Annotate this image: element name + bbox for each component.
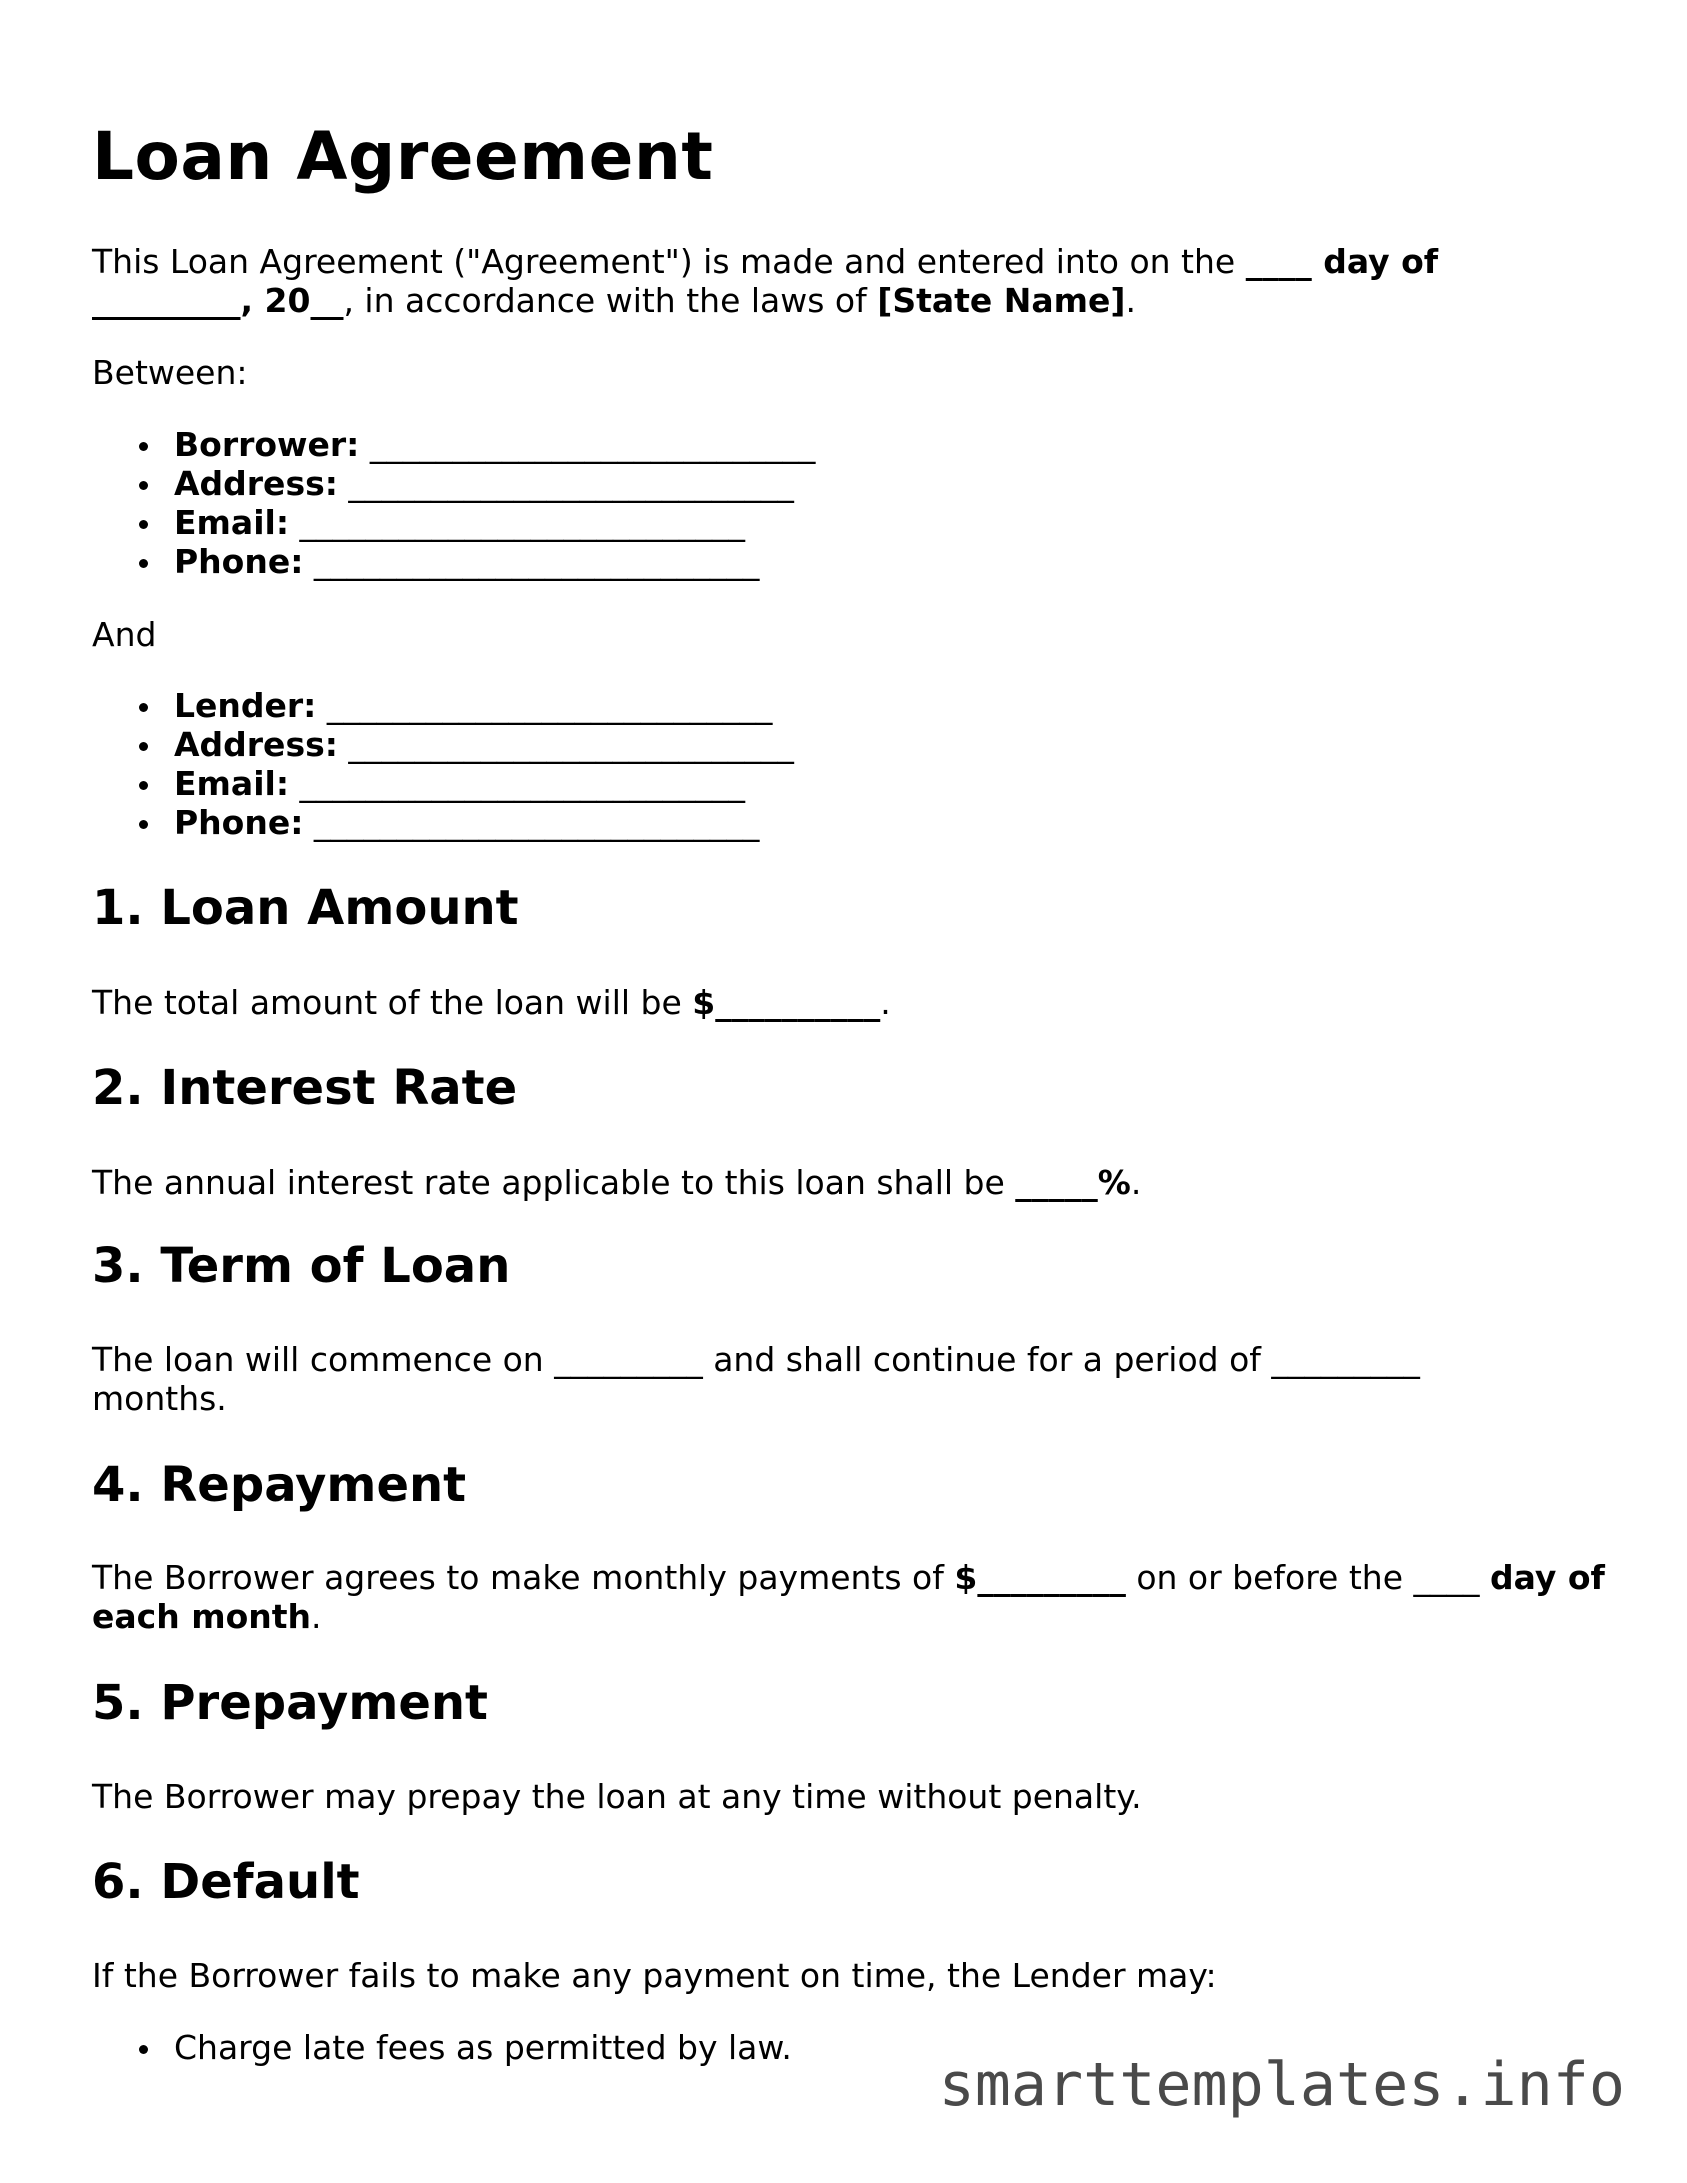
- borrower-field-item: Address: ___________________________: [92, 464, 815, 503]
- section-heading-default: 6. Default: [92, 1854, 360, 1910]
- intro-state-name: [State Name]: [877, 281, 1126, 320]
- borrower-phone-blank: ___________________________: [313, 542, 760, 581]
- loan-amount-paragraph: The total amount of the loan will be $__________.: [92, 983, 891, 1022]
- monthly-payment-blank: $_________: [954, 1558, 1126, 1597]
- between-label: Between:: [92, 353, 248, 392]
- default-remedies-list: [92, 2028, 792, 2067]
- document-title: Loan Agreement: [92, 118, 714, 195]
- interest-rate-blank: _____%: [1015, 1163, 1131, 1202]
- lender-name-blank: ___________________________: [326, 686, 773, 725]
- and-label: And: [92, 615, 157, 654]
- borrower-address-blank: ___________________________: [348, 464, 794, 503]
- lender-field-list: [92, 686, 794, 842]
- interest-rate-paragraph: The annual interest rate applicable to this loan shall be _____%.: [92, 1163, 1142, 1202]
- lender-field-item: Email: ___________________________: [92, 764, 794, 803]
- section-heading-term-of-loan: 3. Term of Loan: [92, 1238, 511, 1294]
- borrower-field-item: Email: ___________________________: [92, 503, 815, 542]
- section-heading-repayment: 4. Repayment: [92, 1457, 467, 1513]
- watermark-text: smarttemplates.info: [938, 2050, 1625, 2120]
- borrower-field-item: Borrower: ___________________________: [92, 425, 815, 464]
- borrower-field-list: [92, 425, 815, 581]
- intro-paragraph: [92, 242, 1482, 320]
- prepayment-paragraph: The Borrower may prepay the loan at any time without penalty.: [92, 1777, 1142, 1816]
- borrower-field-item: Phone: ___________________________: [92, 542, 815, 581]
- intro-text-1: This Loan Agreement ("Agreement") is made and entered into on the: [92, 242, 1246, 281]
- lender-address-blank: ___________________________: [348, 725, 794, 764]
- lender-email-blank: ___________________________: [299, 764, 746, 803]
- section-heading-prepayment: 5. Prepayment: [92, 1675, 488, 1731]
- section-heading-loan-amount: 1. Loan Amount: [92, 880, 519, 936]
- intro-day-blank: ____ day of: [1245, 242, 1439, 281]
- lender-field-item: Address: ___________________________: [92, 725, 794, 764]
- loan-amount-blank: $__________: [692, 983, 881, 1022]
- payment-day-text: day of each month: [92, 1558, 1605, 1636]
- repayment-paragraph: The Borrower agrees to make monthly payments of $_________ on or before the ____ day of each month.: [92, 1558, 1605, 1636]
- lender-field-item: Phone: ___________________________: [92, 803, 794, 842]
- borrower-email-blank: ___________________________: [299, 503, 746, 542]
- section-heading-interest-rate: 2. Interest Rate: [92, 1060, 518, 1116]
- intro-month-year-blank: _________, 20__: [92, 281, 344, 320]
- intro-text-3: .: [1125, 281, 1137, 320]
- default-paragraph: If the Borrower fails to make any payment on time, the Lender may:: [92, 1956, 1217, 1995]
- intro-text-2: , in accordance with the laws of: [343, 281, 878, 320]
- term-of-loan-paragraph: The loan will commence on _________ and shall continue for a period of _________ months.: [92, 1340, 1420, 1418]
- borrower-name-blank: ___________________________: [369, 425, 816, 464]
- default-remedy-item: Charge late fees as permitted by law.: [92, 2028, 792, 2067]
- lender-phone-blank: ___________________________: [313, 803, 760, 842]
- lender-field-item: Lender: ___________________________: [92, 686, 794, 725]
